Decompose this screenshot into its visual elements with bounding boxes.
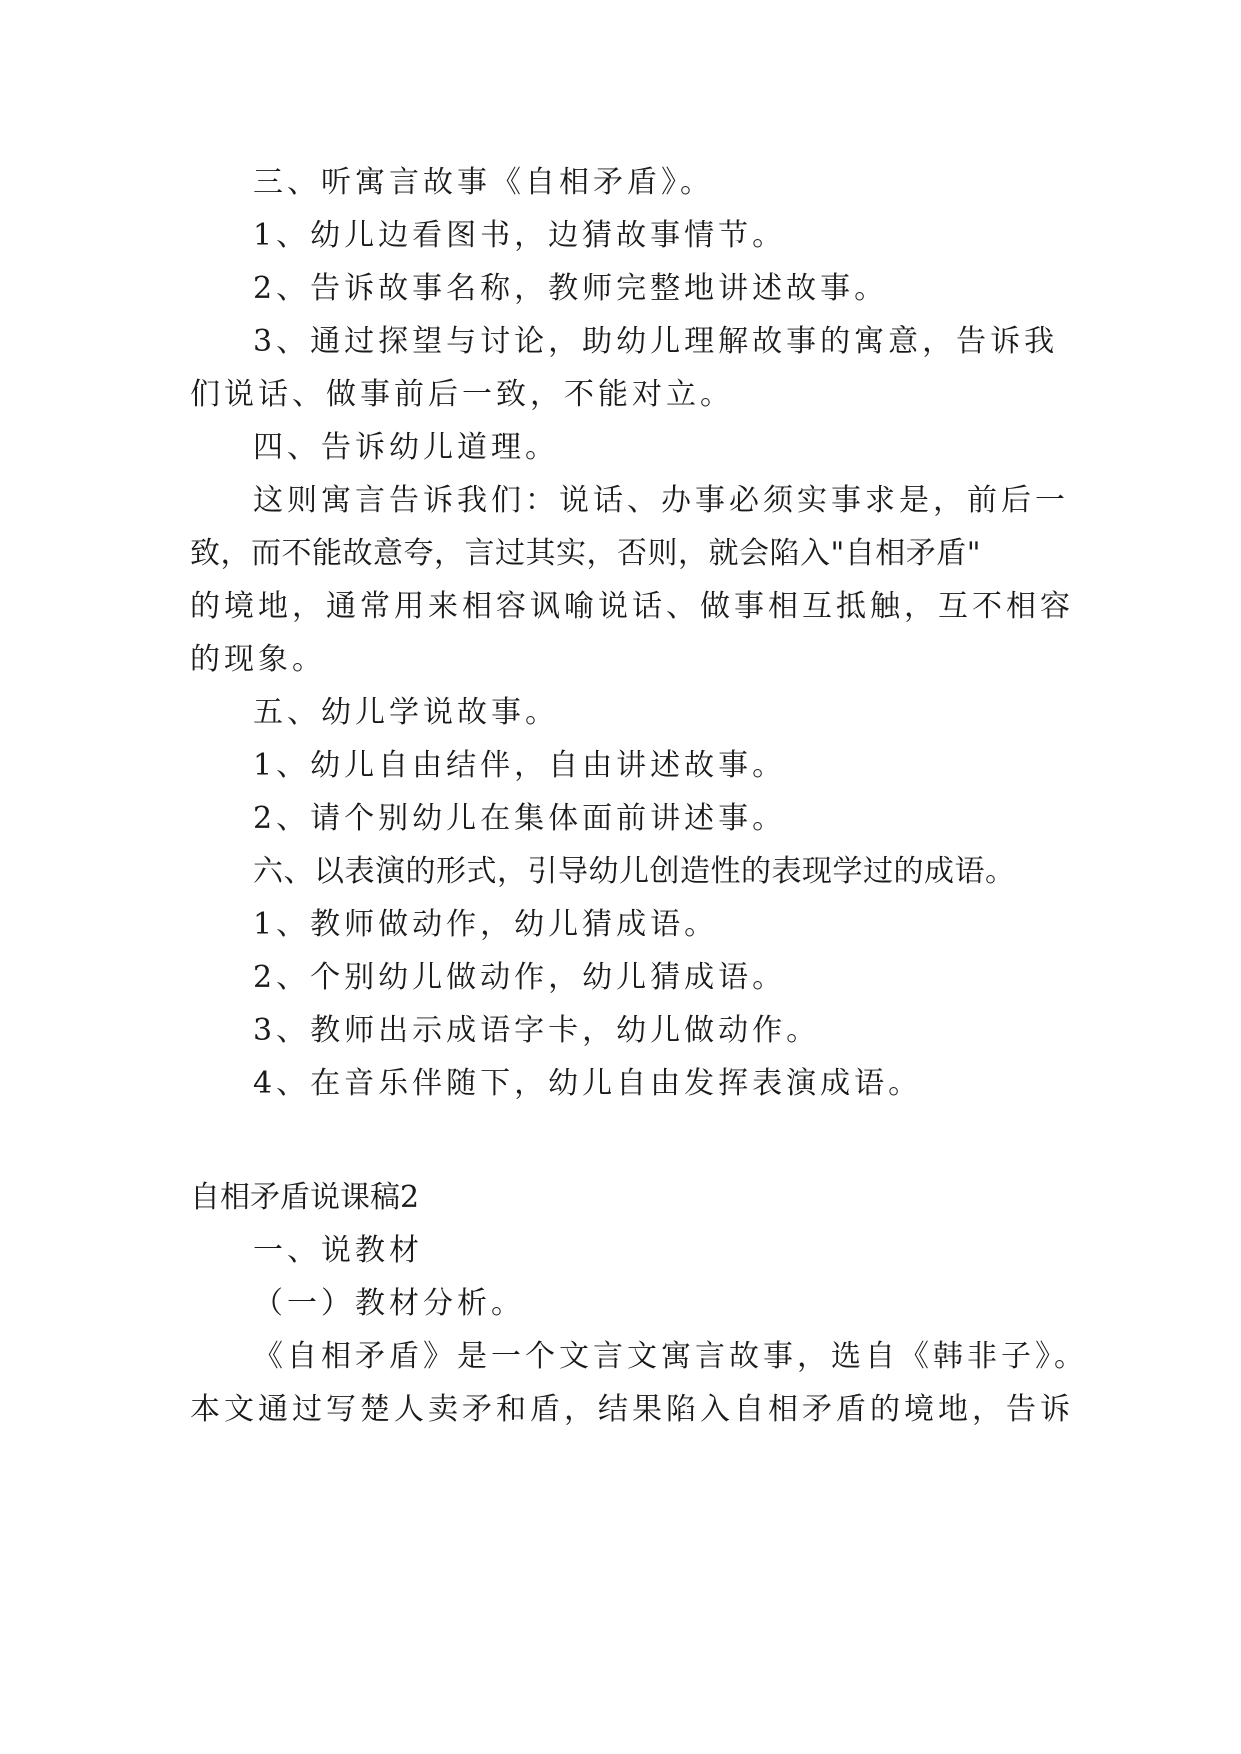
text-line: 一、说教材 <box>253 1233 423 1268</box>
text-line: 三、听寓言故事《自相矛盾》。 <box>253 165 714 200</box>
text-line: 2、告诉故事名称，教师完整地讲述故事。 <box>253 271 889 306</box>
text-line: 四、告诉幼儿道理。 <box>253 430 559 465</box>
text-line: 的现象。 <box>190 642 326 677</box>
text-line: 《自相矛盾》是一个文言文寓言故事，选自《韩非子》。 <box>253 1339 1088 1374</box>
text-line: 这则寓言告诉我们：说话、办事必须实事求是，前后一 <box>253 483 1069 518</box>
text-line: 4、在音乐伴随下，幼儿自由发挥表演成语。 <box>253 1066 923 1101</box>
text-line: 们说话、做事前后一致，不能对立。 <box>190 377 734 412</box>
text-line: 1、教师做动作，幼儿猜成语。 <box>253 907 719 942</box>
section-title: 自相矛盾说课稿2 <box>190 1180 420 1215</box>
text-line: 的境地，通常用来相容讽喻说话、做事相互抵触，互不相容 <box>190 589 1074 624</box>
text-line: 六、以表演的形式，引导幼儿创造性的表现学过的成语。 <box>253 854 1016 889</box>
text-line: （一）教材分析。 <box>253 1286 525 1321</box>
text-line: 2、请个别幼儿在集体面前讲述事。 <box>253 801 787 836</box>
text-line: 五、幼儿学说故事。 <box>253 695 559 730</box>
text-line: 1、幼儿边看图书，边猜故事情节。 <box>253 218 787 253</box>
text-line: 本文通过写楚人卖矛和盾，结果陷入自相矛盾的境地，告诉 <box>190 1392 1074 1427</box>
text-line: 1、幼儿自由结伴，自由讲述故事。 <box>253 748 787 783</box>
text-line: 3、通过探望与讨论，助幼儿理解故事的寓意，告诉我 <box>253 324 1059 359</box>
text-line: 3、教师出示成语字卡，幼儿做动作。 <box>253 1013 821 1048</box>
text-line: 2、个别幼儿做动作，幼儿猜成语。 <box>253 960 787 995</box>
text-line: 致，而不能故意夸，言过其实，否则，就会陷入"自相矛盾" <box>190 536 982 571</box>
